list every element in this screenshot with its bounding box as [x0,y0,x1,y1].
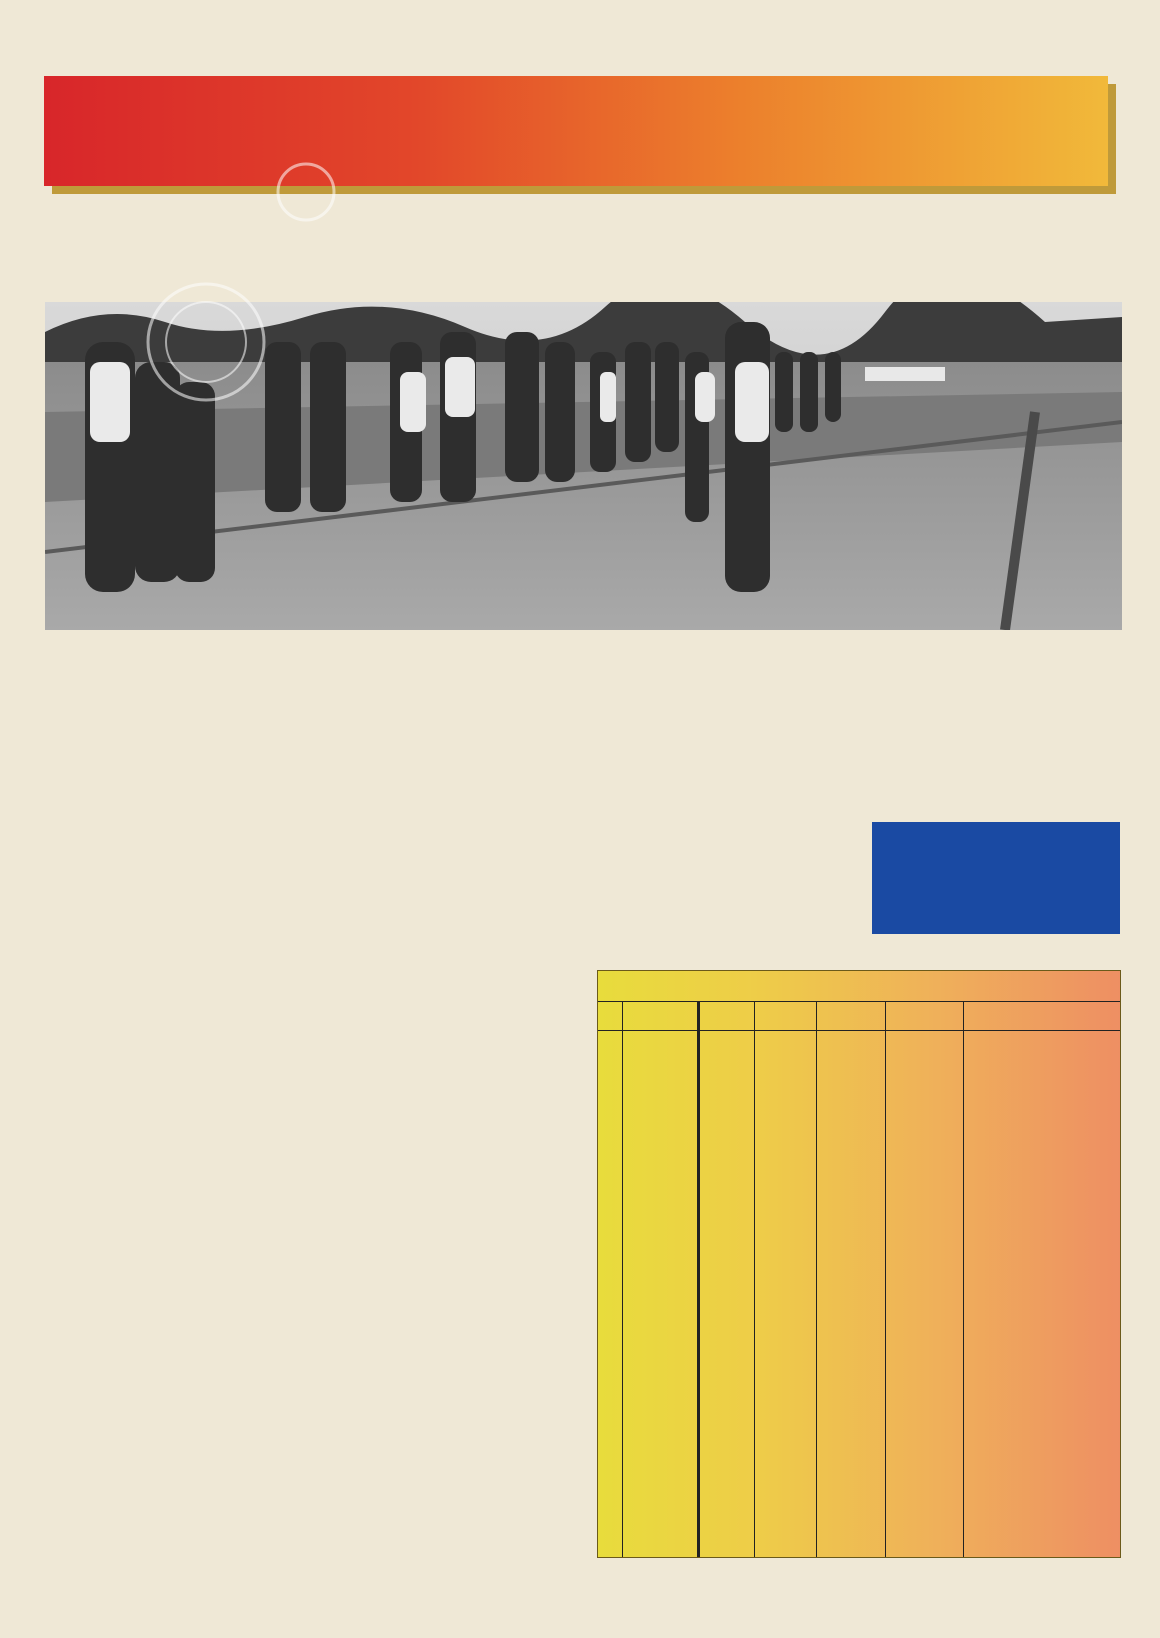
column-divider [816,1001,817,1557]
teams-table-header [598,1001,1120,1031]
column-divider [754,1001,755,1557]
column-divider [622,1001,623,1557]
column-divider [885,1001,886,1557]
final-positions-box [872,822,1120,934]
column-divider [963,1001,964,1557]
race-photo-illustration [45,302,1122,630]
teams-table [597,970,1121,1558]
race-photo [45,302,1122,630]
section-banner [44,76,1108,186]
column-divider [697,1001,700,1557]
